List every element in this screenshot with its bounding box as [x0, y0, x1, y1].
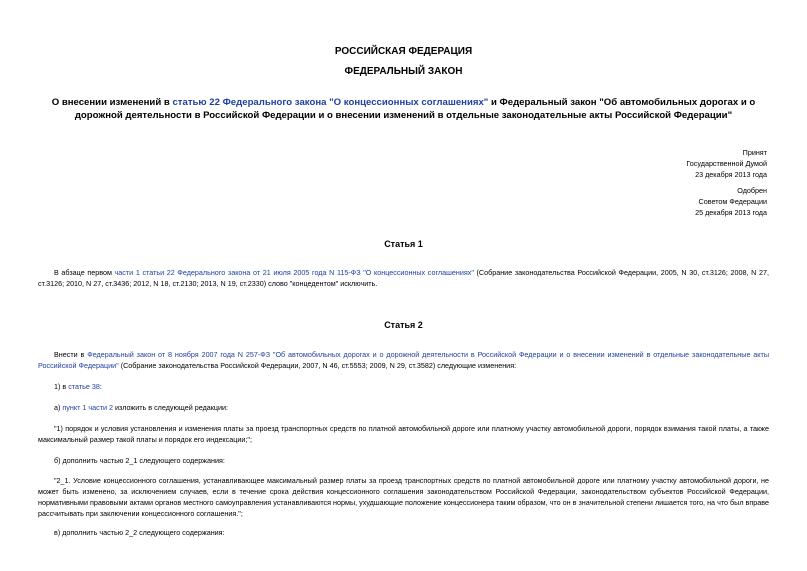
quote-2-paragraph: "2_1. Условие концессионного соглашения, устанавливающее максимальный размер платы за проезд транспортных средств по платной автомобильной дороге или платному участку автомобильной дороги, не может быть изменено, за исключением случаев, если в течение срока действия концессионного соглашения законодательством Российской Федерации, законодательством субъектов Российской Федерации, нормативными правовыми актами органов местного самоуправления устанавливаются нормы, ухудшающие положение концессионера таким образом, что он в значительной степени лишается того, на что был вправе рассчитывать при заключении концессионного соглашения."; — [38, 476, 769, 518]
item-a-prefix: а) — [54, 403, 63, 412]
adopted-line-1: Принят — [742, 148, 767, 157]
title-link-article-22[interactable]: статью 22 Федерального закона "О концессионных соглашениях" — [172, 97, 489, 108]
item-a-link[interactable]: пункт 1 части 2 — [62, 403, 113, 412]
article-1-link[interactable]: части 1 статьи 22 Федерального закона от 21 июля 2005 года N 115-ФЗ "О концессионных соглашениях" — [114, 268, 474, 277]
article-2-intro-end: (Собрание законодательства Российской Федерации, 2007, N 46, ст.5553; 2009, N 29, ст.3582) следующие изменения: — [118, 361, 517, 370]
article-1-text-start: В абзаце первом — [54, 268, 115, 277]
title-text-end: и Федеральный закон "Об автомобильных дорогах и о дорожной деятельности в Российской Федерации и о внесении изменений в отдельные законодательные акты Российской Федерации" — [74, 97, 756, 121]
article-1-paragraph — [38, 267, 769, 289]
approved-block — [695, 185, 767, 218]
article-2-intro — [38, 349, 769, 371]
adopted-date: 23 декабря 2013 года — [695, 170, 767, 179]
article-2-intro-start: Внести в — [54, 350, 88, 359]
item-1 — [54, 381, 102, 392]
country-heading: РОССИЙСКАЯ ФЕДЕРАЦИЯ — [334, 46, 473, 57]
approved-date: 25 декабря 2013 года — [695, 208, 767, 217]
item-a — [54, 402, 228, 413]
item-b: б) дополнить частью 2_1 следующего содержания: — [54, 456, 225, 465]
item-a-suffix: изложить в следующей редакции: — [113, 403, 229, 412]
adopted-line-2: Государственной Думой — [686, 159, 767, 168]
title-text-start: О внесении изменений в — [51, 97, 173, 108]
item-1-link[interactable]: статье 38 — [68, 382, 100, 391]
item-1-suffix: : — [99, 382, 102, 391]
law-type-heading: ФЕДЕРАЛЬНЫЙ ЗАКОН — [344, 66, 463, 77]
article-1-text-end: (Собрание законодательства Российской Федерации, 2005, N 30, ст.3126; 2008, N 27, ст.3126; 2010, N 27, ст.3436; 2012, N 18, ст.2130; 2013, N 19, ст.2330) слово "концедентом" исключить. — [38, 268, 769, 288]
item-c: в) дополнить частью 2_2 следующего содержания: — [54, 528, 225, 537]
approved-line-2: Советом Федерации — [698, 197, 767, 206]
article-2-heading: Статья 2 — [384, 320, 423, 330]
law-title — [40, 96, 767, 122]
article-1-heading: Статья 1 — [384, 239, 423, 249]
item-1-prefix: 1) в — [54, 382, 69, 391]
quote-1-paragraph: "1) порядок и условия установления и изменения платы за проезд транспортных средств по платной автомобильной дороге или платному участку автомобильной дороги, порядок взимания такой платы, а также максимальный размер такой платы и порядок его индексации;"; — [38, 424, 769, 444]
article-2-law-link[interactable]: Федеральный закон от 8 ноября 2007 года N 257-ФЗ "Об автомобильных дорогах и о дорожной деятельности в Российской Федерации и о внесении изменений в отдельные законодательные акты Российской Федерации" — [38, 350, 769, 370]
adopted-block — [686, 147, 767, 180]
approved-line-1: Одобрен — [737, 186, 767, 195]
